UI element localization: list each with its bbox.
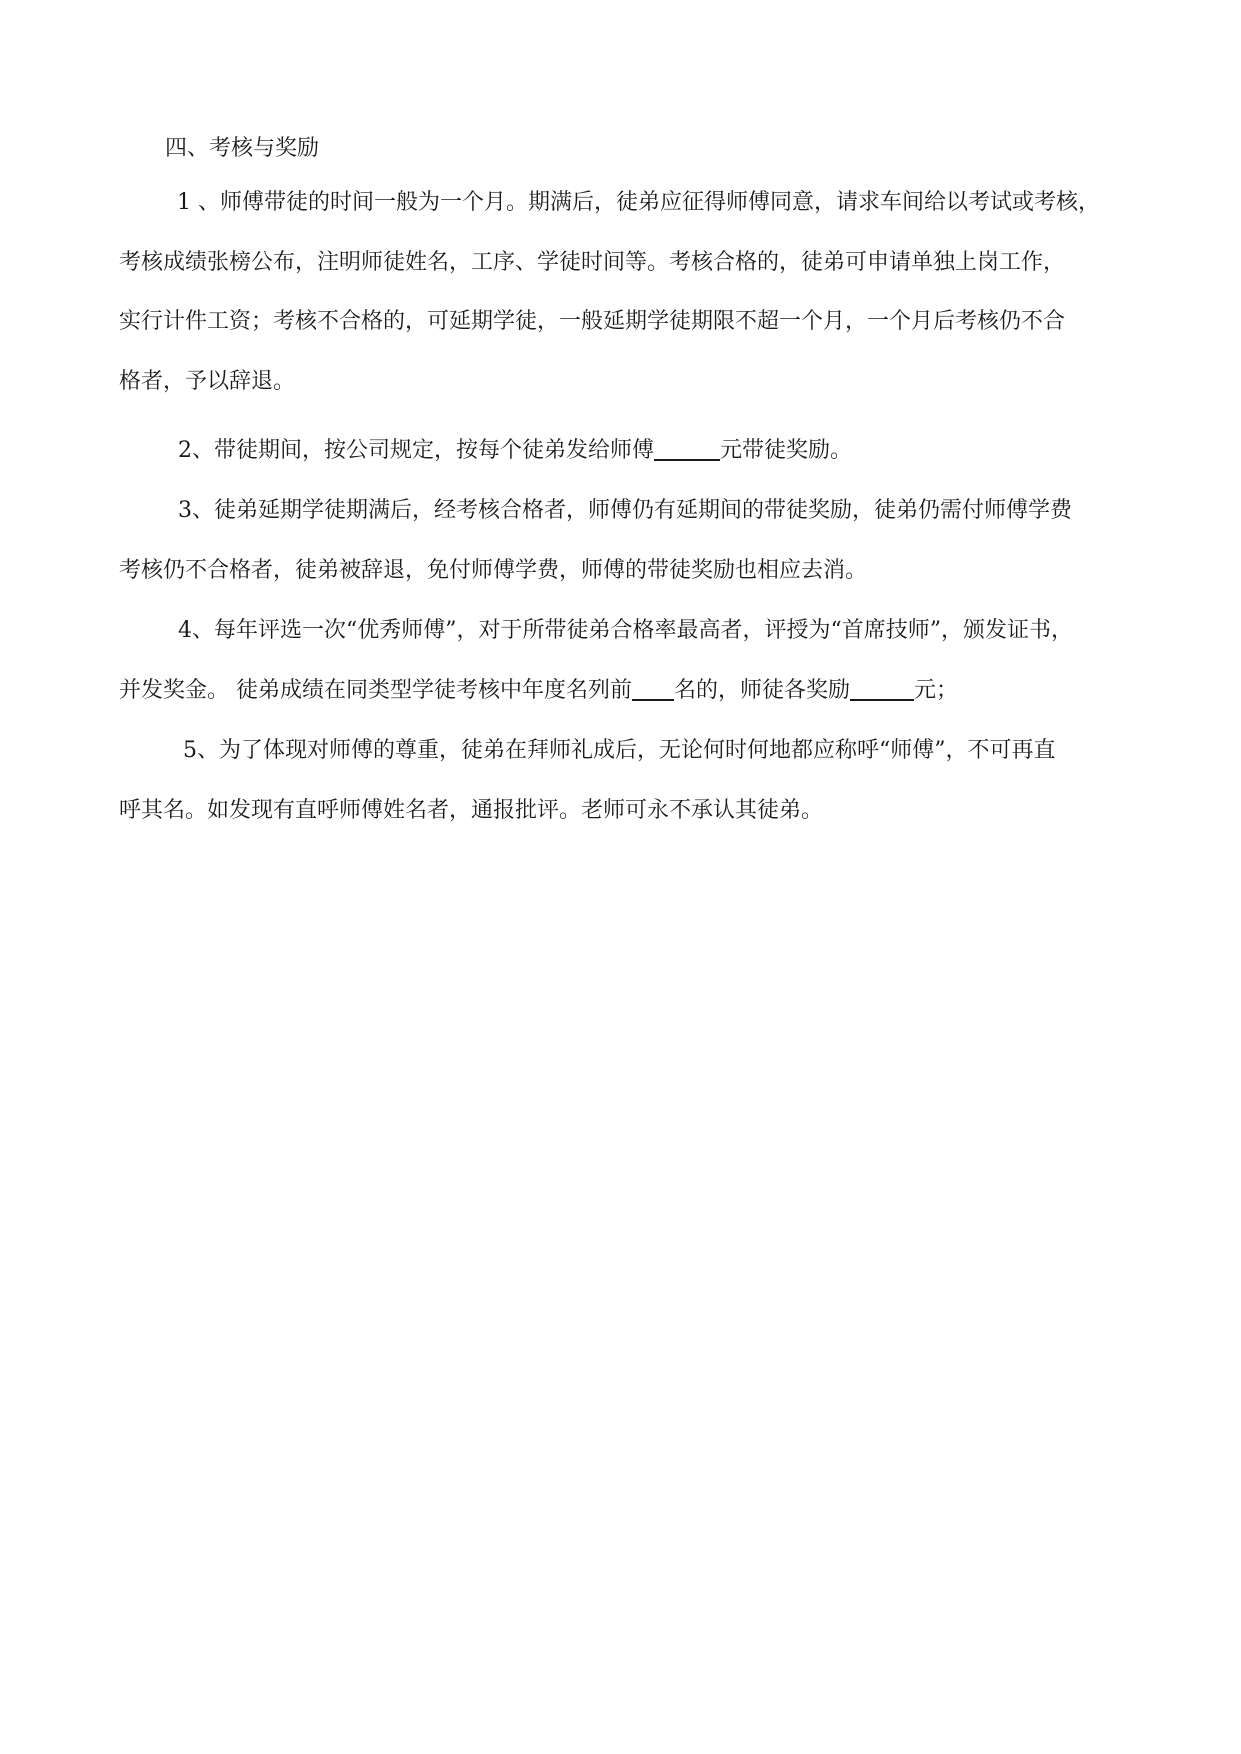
rank-blank <box>632 675 674 701</box>
paragraph-3-line-2: 考核仍不合格者，徒弟被辞退，免付师傅学费，师傅的带徒奖励也相应去消。 <box>119 557 868 583</box>
paragraph-2-text-after: 元带徒奖励。 <box>720 438 853 463</box>
section-heading: 四、考核与奖励 <box>165 136 320 161</box>
paragraph-4-text-a: 并发奖金。 徒弟成绩在同类型学徒考核中年度名列前 <box>119 677 632 703</box>
paragraph-4-line-2 <box>119 661 1124 721</box>
paragraph-4-line-1: 4、每年评选一次“优秀师傅”，对于所带徒弟合格率最高者，评授为“首席技师”，颁发证书， <box>178 618 1073 643</box>
paragraph-1-line-1: 1 、师傅带徒的时间一般为一个月。期满后，徒弟应征得师傅同意，请求车间给以考试或考核， <box>177 190 1100 215</box>
paragraph-4 <box>119 601 1124 720</box>
reward-amount-blank <box>654 435 720 461</box>
paragraph-2 <box>119 421 1124 481</box>
paragraph-4-text-c: 元； <box>914 677 959 703</box>
paragraph-1-line-2: 考核成绩张榜公布，注明师徒姓名，工序、学徒时间等。考核合格的，徒弟可申请单独上岗工作， <box>119 249 1066 275</box>
paragraph-1-line-4: 格者，予以辞退。 <box>119 368 296 394</box>
paragraph-1 <box>119 173 1124 411</box>
bonus-amount-blank <box>850 675 914 701</box>
paragraph-3-line-1: 3、徒弟延期学徒期满后，经考核合格者，师傅仍有延期间的带徒奖励，徒弟仍需付师傅学费 <box>178 498 1073 523</box>
paragraph-3 <box>119 481 1124 600</box>
paragraph-4-text-b: 名的，师徒各奖励 <box>674 677 851 703</box>
paragraph-2-line-1 <box>119 421 1124 481</box>
paragraph-2-text-before: 2、带徒期间，按公司规定，按每个徒弟发给师傅 <box>178 438 654 463</box>
paragraph-5-line-2: 呼其名。如发现有直呼师傅姓名者，通报批评。老师可永不承认其徒弟。 <box>119 797 824 823</box>
paragraph-5 <box>119 721 1124 840</box>
paragraph-1-line-3: 实行计件工资；考核不合格的，可延期学徒，一般延期学徒期限不超一个月，一个月后考核仍不合 <box>119 309 1066 334</box>
paragraph-5-line-1: 5、为了体现对师傅的尊重，徒弟在拜师礼成后，无论何时何地都应称呼“师傅”，不可再直 <box>183 738 1056 763</box>
